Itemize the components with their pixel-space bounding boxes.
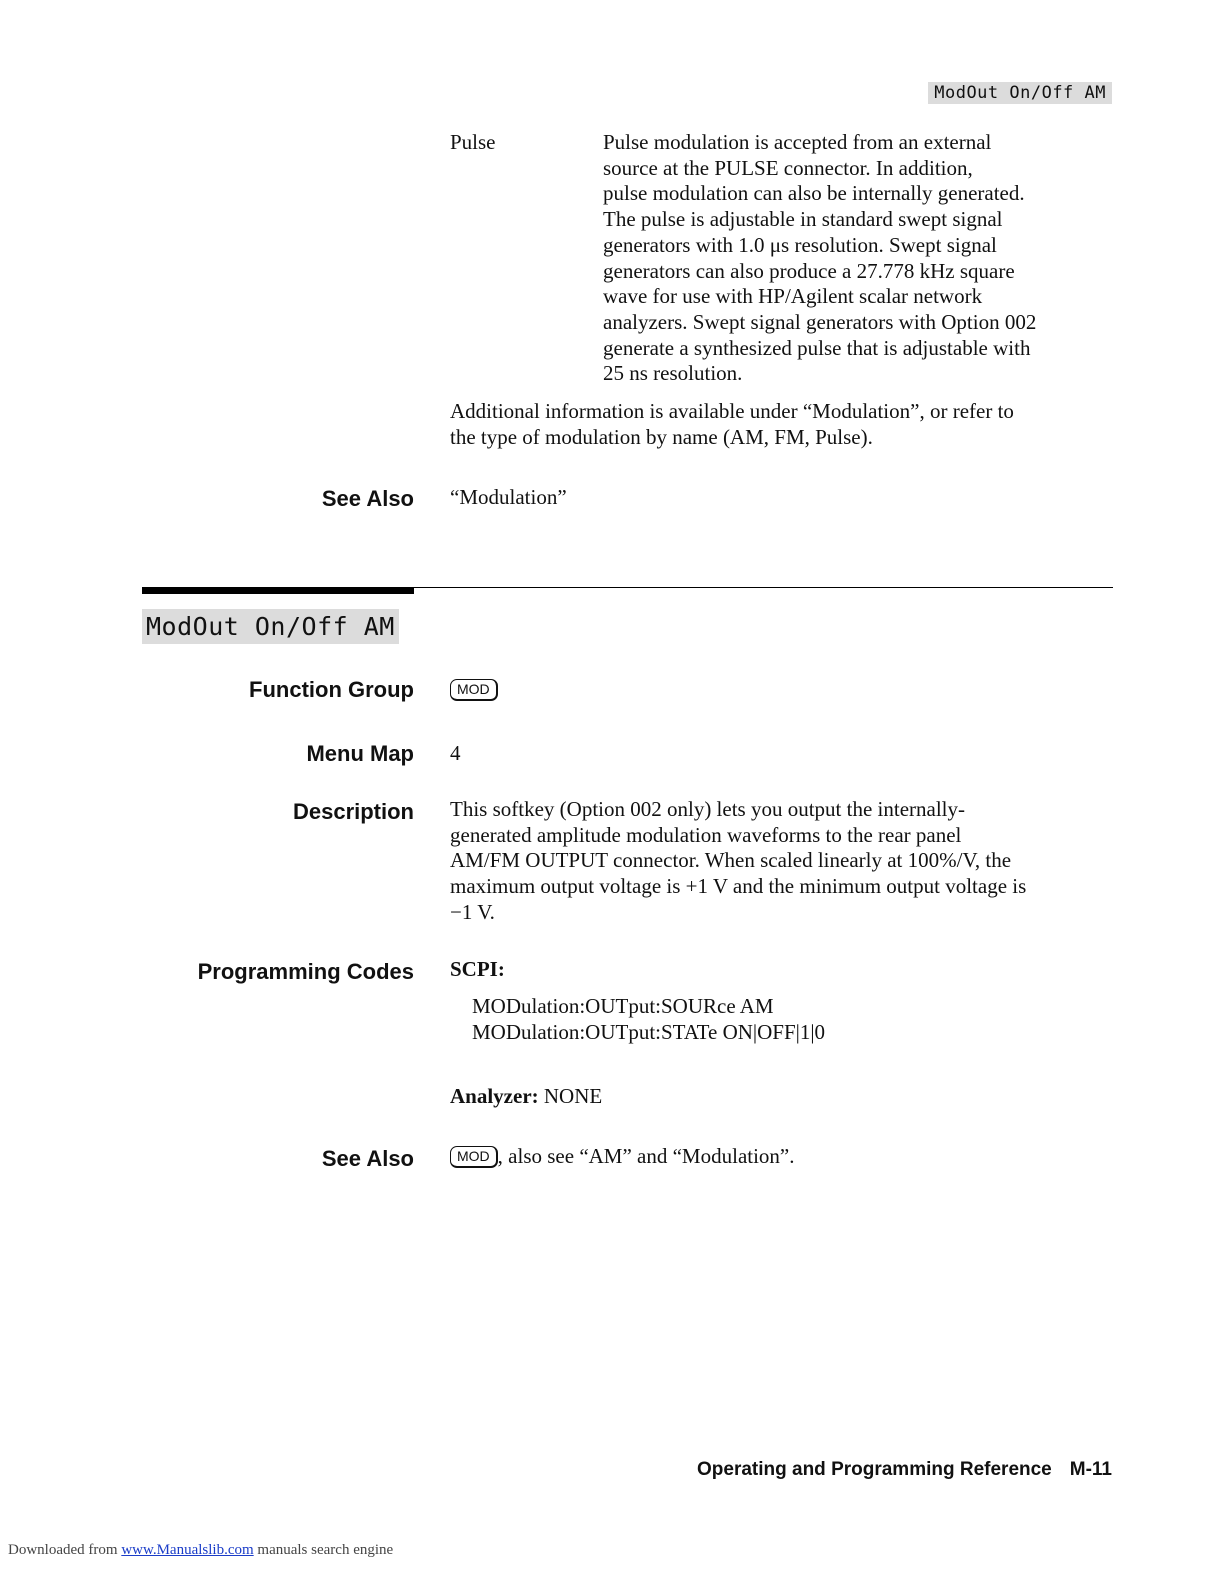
programming-codes-label: Programming Codes — [197, 959, 414, 984]
pulse-definition-line: pulse modulation can also be internally generated. — [603, 181, 1025, 206]
see-also-label: See Also — [321, 1146, 414, 1171]
pulse-definition-line: generators with 1.0 μs resolution. Swept signal — [603, 232, 997, 257]
page-number: M-11 — [1069, 1459, 1112, 1480]
section-title: ModOut On/Off AM — [142, 609, 399, 644]
pulse-term: Pulse — [450, 130, 496, 154]
manualslib-link[interactable]: www.Manualslib.com — [121, 1542, 254, 1558]
description-line: AM/FM OUTPUT connector. When scaled linearly at 100%/V, the — [450, 848, 1012, 873]
additional-info — [450, 399, 1110, 450]
additional-info-line: the type of modulation by name (AM, FM, Pulse). — [450, 424, 873, 449]
description-line: maximum output voltage is +1 V and the minimum output voltage is — [450, 874, 1027, 899]
scpi-command-line: MODulation:OUTput:STATe ON|OFF|1|0 — [472, 1019, 826, 1044]
additional-info-line: Additional information is available under “Modulation”, or refer to — [450, 399, 1014, 423]
download-suffix: manuals search engine — [257, 1542, 394, 1558]
description-line: −1 V. — [450, 899, 495, 924]
pulse-definition — [603, 130, 1103, 387]
description-text — [450, 797, 1120, 926]
description-line: generated amplitude modulation waveforms to the rear panel — [450, 822, 962, 847]
description-line: This softkey (Option 002 only) lets you output the internally- — [450, 797, 966, 821]
pulse-definition-line: Pulse modulation is accepted from an external — [603, 130, 992, 154]
pulse-definition-line: 25 ns resolution. — [603, 361, 743, 386]
pulse-definition-line: The pulse is adjustable in standard swept signal — [603, 207, 1003, 232]
analyzer-value: NONE — [543, 1084, 603, 1108]
scpi-commands — [472, 994, 825, 1045]
see-also-text: , also see “AM” and “Modulation”. — [497, 1144, 795, 1168]
pulse-definition-line: generate a synthesized pulse that is adjustable with — [603, 335, 1031, 360]
see-also-value — [450, 1144, 795, 1170]
scpi-command-line: MODulation:OUTput:SOURce AM — [472, 994, 774, 1018]
page-footer — [697, 1459, 1112, 1481]
pulse-definition-line: source at the PULSE connector. In addition, — [603, 155, 973, 180]
section-divider-bar — [142, 587, 414, 594]
mod-key-icon: MOD — [450, 1146, 498, 1168]
download-prefix: Downloaded from — [8, 1542, 118, 1558]
pulse-definition-line: generators can also produce a 27.778 kHz square — [603, 258, 1015, 283]
analyzer-heading: Analyzer: — [450, 1084, 539, 1108]
menu-map-label: Menu Map — [306, 741, 414, 766]
pulse-definition-line: analyzers. Swept signal generators with Option 002 — [603, 309, 1037, 334]
mod-key-icon: MOD — [450, 679, 498, 701]
footer-title: Operating and Programming Reference — [697, 1459, 1052, 1480]
description-label: Description — [292, 799, 414, 824]
function-group-value — [450, 677, 498, 703]
analyzer-line — [450, 1084, 602, 1110]
pulse-definition-line: wave for use with HP/Agilent scalar network — [603, 284, 983, 309]
see-also-top-label: See Also — [321, 486, 414, 511]
download-note — [8, 1542, 393, 1559]
menu-map-value: 4 — [450, 741, 461, 765]
running-header: ModOut On/Off AM — [928, 82, 1112, 104]
scpi-heading: SCPI: — [450, 957, 505, 981]
see-also-top-value: “Modulation” — [450, 485, 567, 509]
function-group-label: Function Group — [249, 677, 414, 702]
